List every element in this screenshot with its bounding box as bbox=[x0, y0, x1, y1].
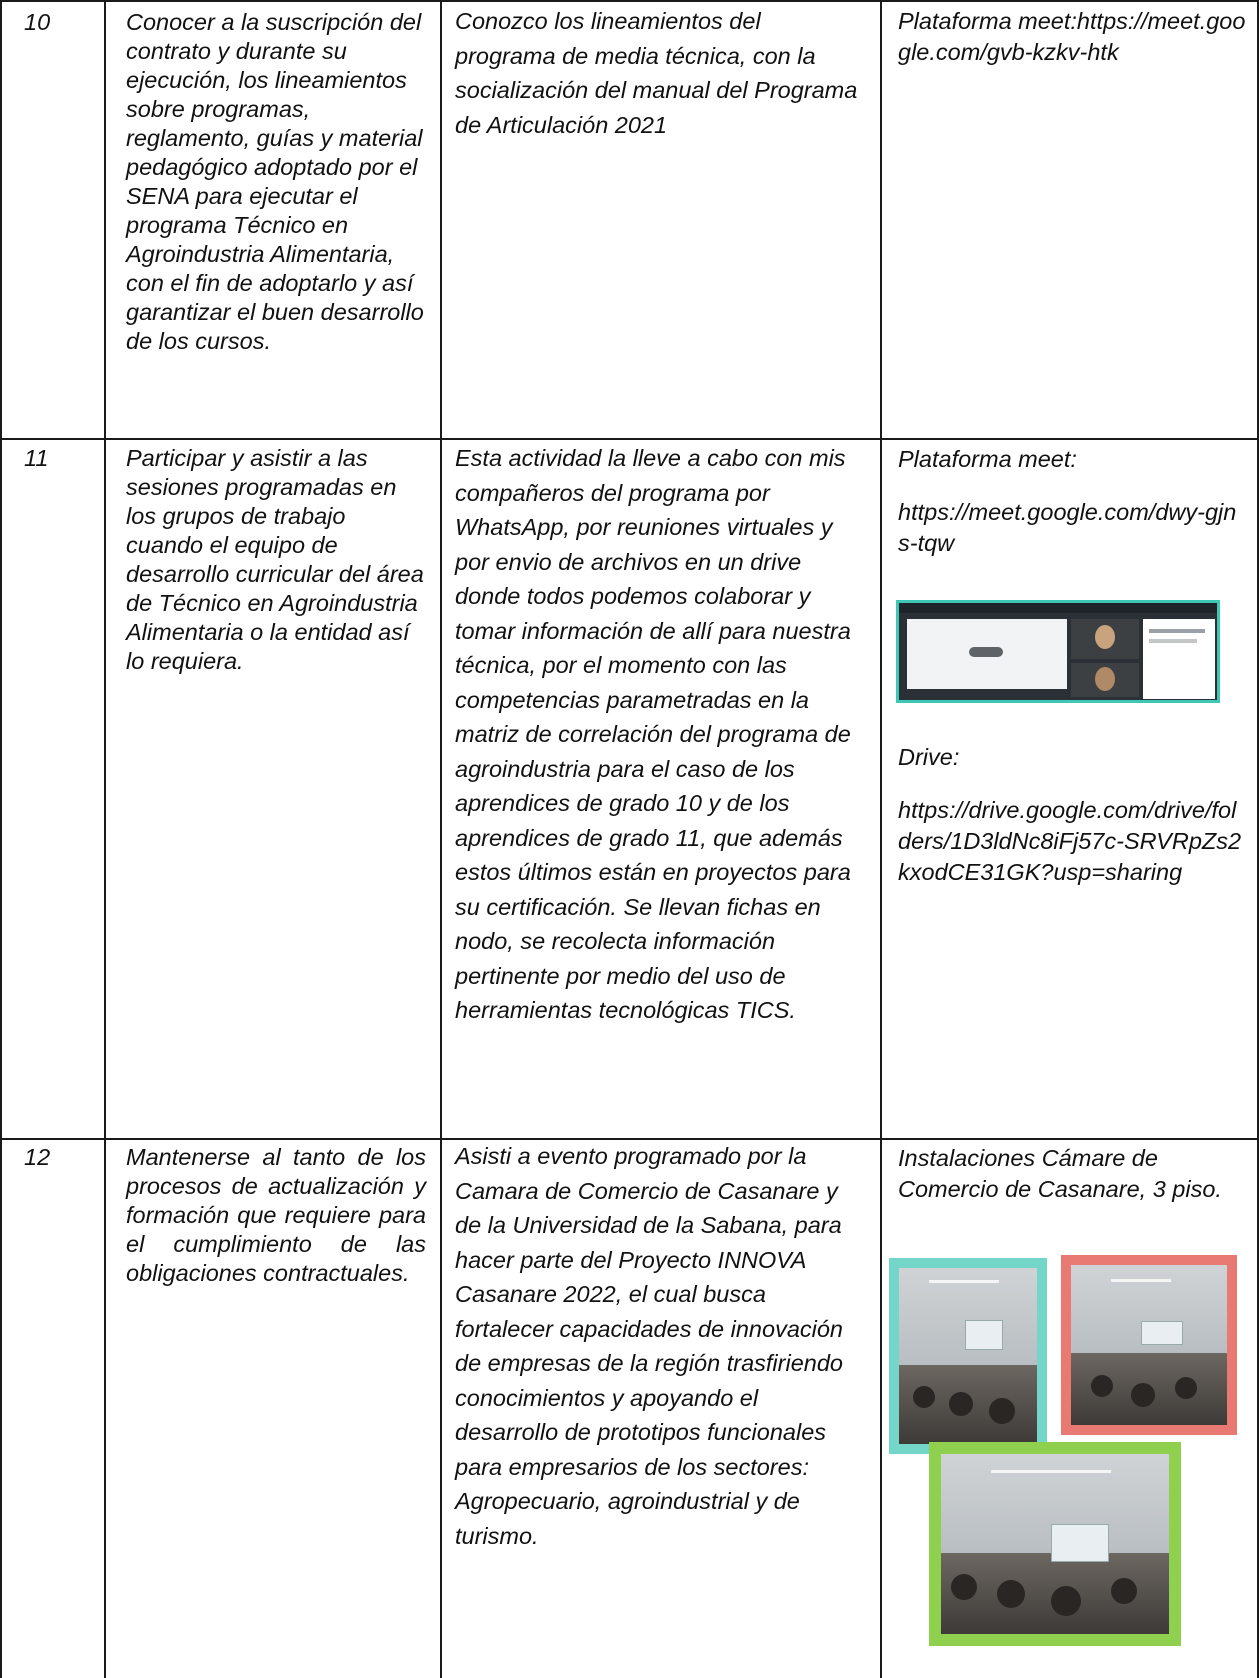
activity-text: Esta actividad la lleve a cabo con mis compañeros del programa por WhatsApp, por reuniones virtuales y por envio de archivos en un drive donde todos podemos colaborar y tomar información de allí para nuestra técnica, por el momento con las competencias parametradas en la matriz de correlación del programa de agroindustria para el caso de los aprendices de grado 10 y de los aprendices de grado 11, que además estos últimos están en proyectos para su certificación. Se llevan fichas en nodo, se recolecta información pertinente por medio del uso de herramientas tecnológicas TICS. bbox=[455, 445, 851, 1023]
row-divider bbox=[0, 438, 1259, 440]
column-divider bbox=[880, 0, 882, 1678]
obligation-text: Participar y asistir a las sesiones programadas en los grupos de trabajo cuando el equipo de desarrollo curricular del área de Técnico en Agroindustria Alimentaria o la entidad así lo requiera. bbox=[126, 445, 424, 674]
meet-link[interactable]: https://meet.google.com/dwy-gjns-tqw bbox=[898, 499, 1237, 556]
activity-text: Conozco los lineamientos del programa de media técnica, con la socialización del manual del Programa de Articulación 2021 bbox=[455, 8, 858, 138]
obligation-text: Conocer a la suscripción del contrato y durante su ejecución, los lineamientos sobre programas, reglamento, guías y material pedagógico adoptado por el SENA para ejecutar el programa Técnico en Agroindustria Alimentaria, con el fin de adoptarlo y así garantizar el buen desarrollo de los cursos. bbox=[126, 9, 424, 354]
column-divider bbox=[104, 0, 106, 1678]
row-number: 11 bbox=[24, 445, 49, 471]
row-number: 12 bbox=[24, 1144, 51, 1170]
activity-text: Asisti a evento programado por la Camara de Comercio de Casanare y de la Universidad de la Sabana, para hacer parte del Proyecto INNOVA Casanare 2022, el cual busca fortalecer capacidades de innovación de empresas de la región trasfiriendo conocimientos y apoyando el desarrollo de prototipos funcionales para empresarios de los sectores: Agropecuario, agroindustrial y de turismo. bbox=[455, 1143, 844, 1549]
row-number: 10 bbox=[24, 9, 51, 35]
event-photo bbox=[929, 1442, 1181, 1646]
table-border-left bbox=[0, 0, 2, 1678]
event-photo bbox=[889, 1258, 1047, 1454]
drive-link[interactable]: https://drive.google.com/drive/folders/1D3ldNc8iFj57c-SRVRpZs2kxodCE31GK?usp=sharing bbox=[898, 797, 1242, 885]
evidence-text: Instalaciones Cámare de Comercio de Casanare, 3 piso. bbox=[898, 1145, 1222, 1202]
drive-block bbox=[898, 742, 1248, 888]
drive-label: Drive: bbox=[898, 744, 960, 770]
event-photo bbox=[1061, 1255, 1237, 1435]
evidence-column bbox=[898, 444, 1248, 559]
meet-screenshot bbox=[896, 600, 1220, 703]
evidence-text: Plataforma meet:https://meet.google.com/gvb-kzkv-htk bbox=[898, 8, 1246, 65]
column-divider bbox=[440, 0, 442, 1678]
meet-label: Plataforma meet: bbox=[898, 446, 1077, 472]
row-divider bbox=[0, 0, 1259, 2]
obligation-text: Mantenerse al tanto de los procesos de actualización y formación que requiere para el cumplimiento de las obligaciones contractuales. bbox=[126, 1144, 426, 1286]
